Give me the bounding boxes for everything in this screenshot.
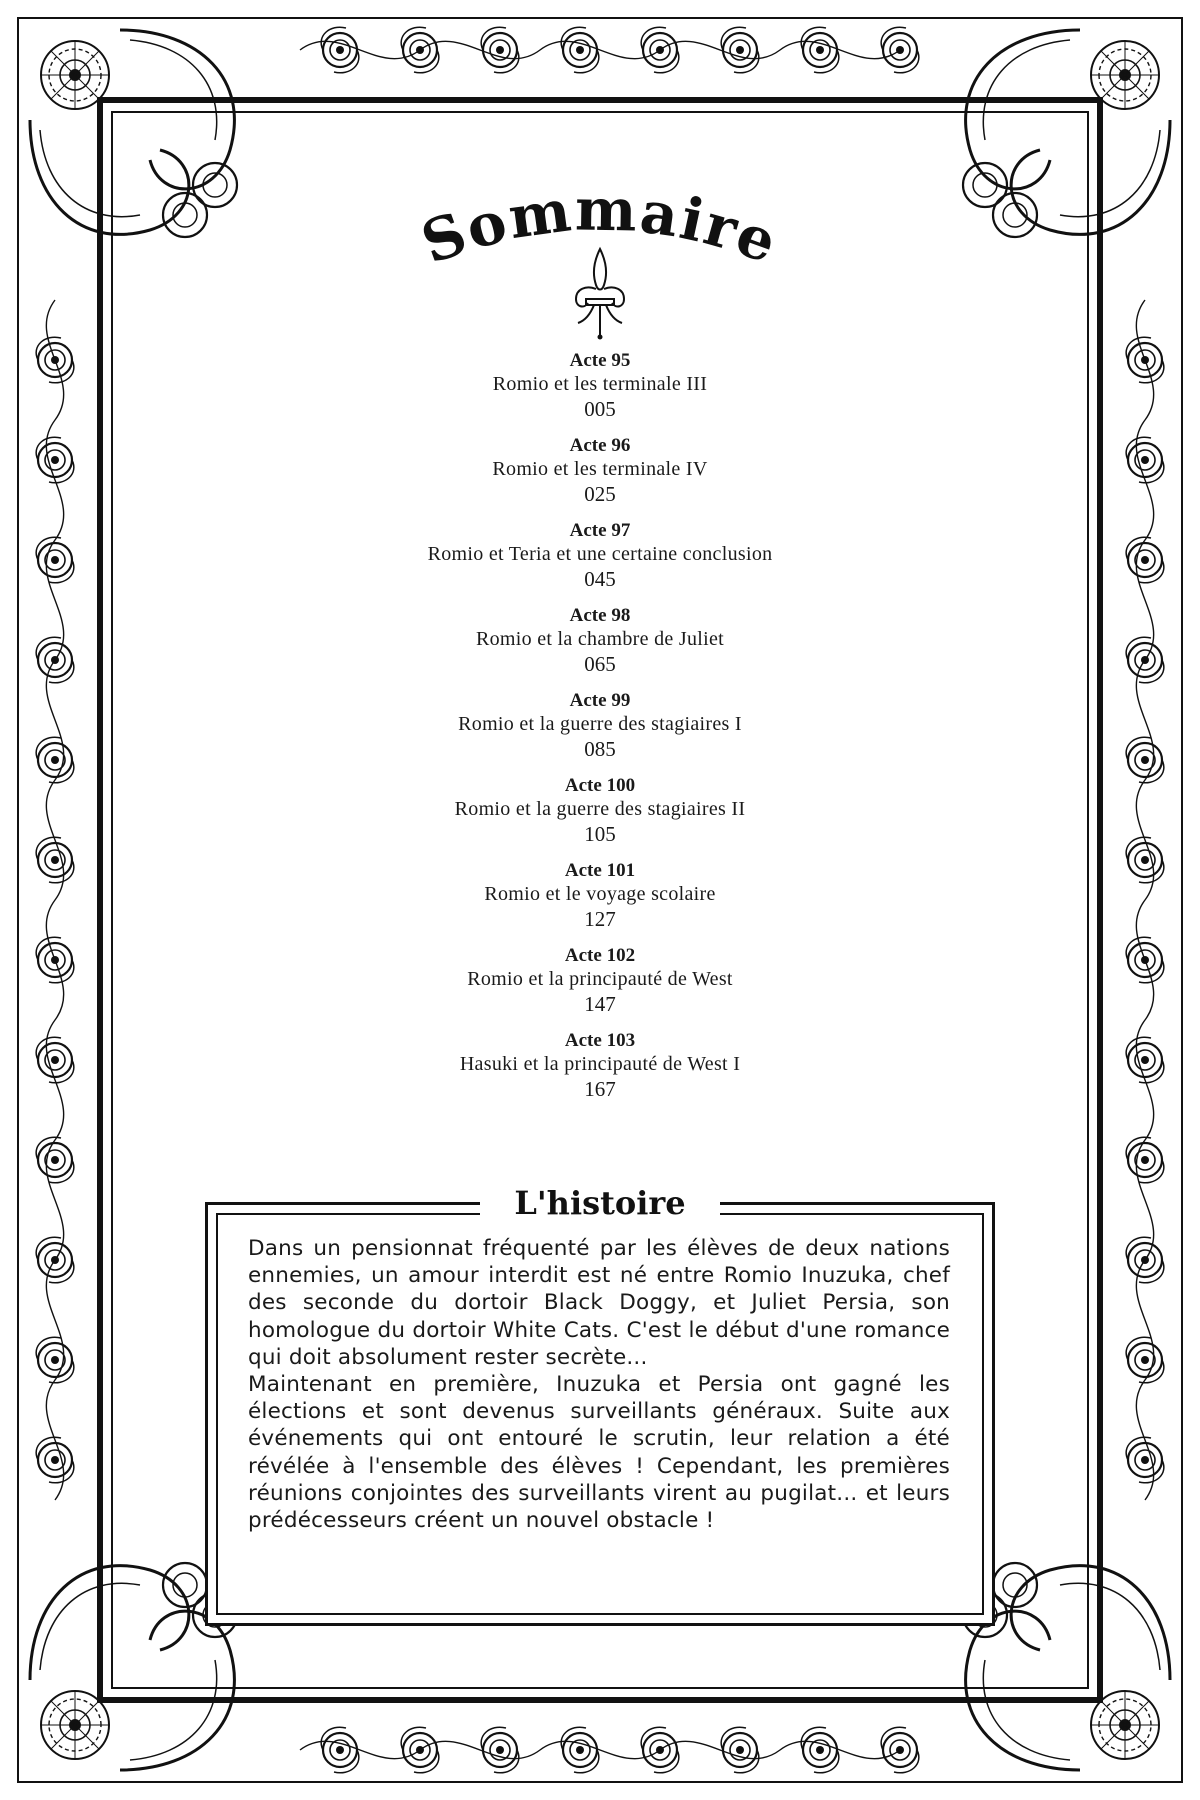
toc-page-number: 065 (584, 652, 616, 676)
toc-entry (300, 690, 900, 762)
toc-entry (300, 435, 900, 507)
story-paragraph: Dans un pensionnat fréquenté par les élèves de deux nations ennemies, un amour interdit est né entre Romio Inuzuka, chef des seconde du dortoir Black Doggy, et Juliet Persia, son homologue du dortoir White Cats. C'est le début d'une romance qui doit absolument rester secrète... (248, 1236, 950, 1370)
toc-chapter-title: Romio et Teria et une certaine conclusion (427, 543, 773, 565)
toc-chapter-title: Romio et la guerre des stagiaires II (454, 798, 746, 820)
toc-act-label: Acte 102 (564, 945, 636, 966)
story-heading: L'histoire (480, 1183, 720, 1223)
toc-chapter-title: Romio et le voyage scolaire (484, 883, 716, 905)
toc-entry (300, 775, 900, 847)
toc-chapter-title: Hasuki et la principauté de West I (459, 1053, 741, 1075)
toc-entry (300, 350, 900, 422)
toc-act-label: Acte 103 (564, 1030, 636, 1051)
toc-act-label: Acte 98 (569, 605, 631, 626)
toc-entry (300, 945, 900, 1017)
toc-act-label: Acte 101 (564, 860, 636, 881)
toc-page-number: 025 (584, 482, 616, 506)
toc-act-label: Acte 100 (564, 775, 636, 796)
story-text (248, 1235, 950, 1534)
toc-act-label: Acte 99 (569, 690, 631, 711)
toc-act-label: Acte 95 (569, 350, 631, 371)
toc-page-number: 005 (584, 397, 616, 421)
fleur-de-lis-icon (568, 245, 632, 340)
toc-page-number: 045 (584, 567, 616, 591)
toc-page-number: 167 (584, 1077, 616, 1101)
toc-entry (300, 520, 900, 592)
toc-chapter-title: Romio et la principauté de West (467, 968, 733, 990)
toc-chapter-title: Romio et les terminale IV (492, 458, 708, 480)
toc-act-label: Acte 96 (569, 435, 631, 456)
toc-page-number: 105 (584, 822, 616, 846)
table-of-contents (300, 350, 900, 1115)
story-paragraph: Maintenant en première, Inuzuka et Persia ont gagné les élections et sont devenus surveillants généraux. Suite aux événements qui ont entouré le scrutin, leur relation a été révélée à l'ensemble des élèves ! Cependant, les premières réunions conjointes des surveillants virent au pugilat... et leurs prédécesseurs créent un nouvel obstacle ! (248, 1372, 950, 1534)
toc-act-label: Acte 97 (569, 520, 631, 541)
toc-chapter-title: Romio et la chambre de Juliet (475, 628, 725, 650)
page-title: Sommaire (412, 175, 788, 278)
toc-chapter-title: Romio et la guerre des stagiaires I (458, 713, 742, 735)
toc-page-number: 127 (584, 907, 616, 931)
toc-entry (300, 860, 900, 932)
toc-page-number: 085 (584, 737, 616, 761)
toc-page-number: 147 (584, 992, 616, 1016)
toc-entry (300, 1030, 900, 1102)
toc-chapter-title: Romio et les terminale III (492, 373, 708, 395)
toc-entry (300, 605, 900, 677)
